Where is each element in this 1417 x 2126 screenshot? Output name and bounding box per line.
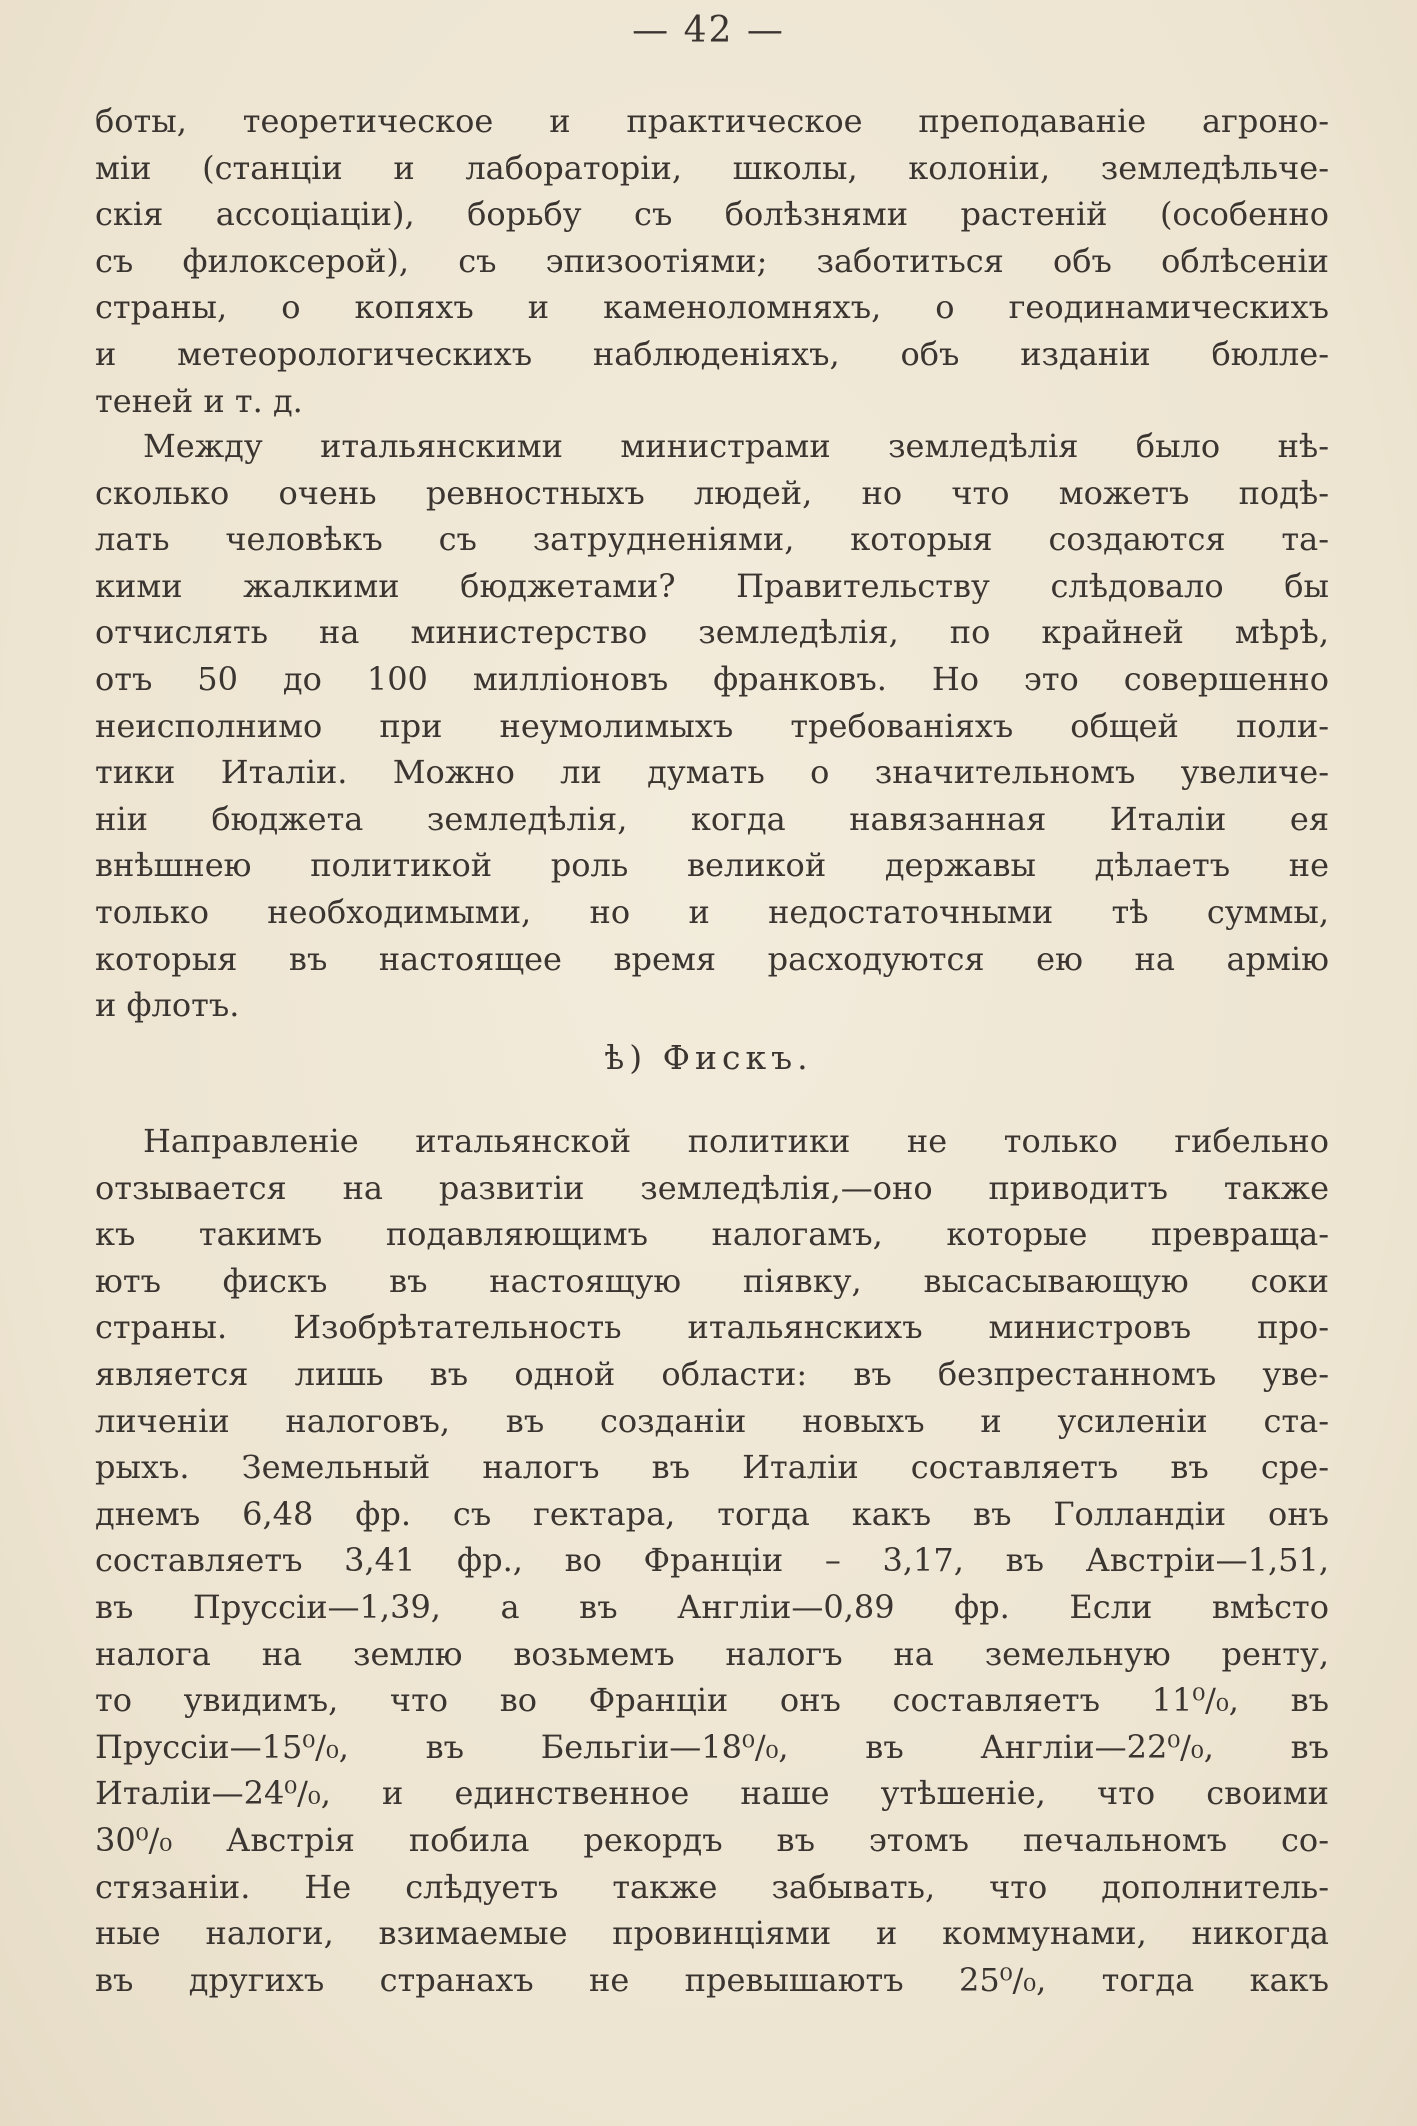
text-line: въ другихъ странахъ не превышаютъ 25⁰/₀, тогда какъ <box>95 1960 1329 1999</box>
text-line: налога на землю возьмемъ налогъ на земельную ренту, <box>95 1634 1329 1673</box>
text-line: и флотъ. <box>95 986 240 1025</box>
text-line: то увидимъ, что во Франціи онъ составляетъ 11⁰/₀, въ <box>95 1681 1329 1720</box>
text-line: лать человѣкъ съ затрудненіями, которыя создаются та- <box>95 520 1329 559</box>
text-line: неисполнимо при неумолимыхъ требованіяхъ общей поли- <box>95 706 1329 745</box>
text-line: боты, теоретическое и практическое преподаваніе агроно- <box>95 102 1329 140</box>
paragraph-1 <box>95 98 1329 424</box>
text-line: 30⁰/₀ Австрія побила рекордъ въ этомъ печальномъ со- <box>95 1820 1329 1859</box>
text-line: отзывается на развитіи земледѣлія,—оно приводитъ также <box>95 1168 1329 1207</box>
section-heading: ѣ) Фискъ. <box>604 1038 813 1077</box>
page-number: — 42 — <box>632 10 785 51</box>
text-line: только необходимыми, но и недостаточными тѣ суммы, <box>95 892 1329 931</box>
text-line: составляетъ 3,41 фр., во Франціи – 3,17, въ Австріи—1,51, <box>95 1541 1329 1580</box>
text-line: сколько очень ревностныхъ людей, но что можетъ подѣ- <box>95 473 1329 512</box>
text-line: тики Италіи. Можно ли думать о значительномъ увеличе- <box>95 753 1329 792</box>
paragraph-2 <box>95 423 1329 1029</box>
text-line: страны. Изобрѣтательность итальянскихъ министровъ про- <box>95 1308 1329 1347</box>
text-line: является лишь въ одной области: въ безпрестанномъ уве- <box>95 1354 1329 1393</box>
text-line: внѣшнею политикой роль великой державы дѣлаетъ не <box>95 846 1329 885</box>
text-line: днемъ 6,48 фр. съ гектара, тогда какъ въ Голландіи онъ <box>95 1494 1329 1533</box>
text-line: міи (станціи и лабораторіи, школы, колоніи, земледѣльче- <box>95 148 1329 187</box>
text-line: скія ассоціаціи), борьбу съ болѣзнями растеній (особенно <box>95 195 1329 234</box>
text-line: отчислять на министерство земледѣлія, по крайней мѣрѣ, <box>95 613 1329 652</box>
text-line: въ Пруссіи—1,39, а въ Англіи—0,89 фр. Если вмѣсто <box>95 1587 1329 1626</box>
text-line: и метеорологическихъ наблюденіяхъ, объ изданіи бюлле- <box>95 334 1329 373</box>
text-line: Направленіе итальянской политики не только гибельно <box>143 1122 1329 1160</box>
text-line: которыя въ настоящее время расходуются ею на армію <box>95 939 1329 978</box>
text-line: кими жалкими бюджетами? Правительству слѣдовало бы <box>95 566 1329 605</box>
text-line: рыхъ. Земельный налогъ въ Италіи составляетъ въ сре- <box>95 1448 1329 1487</box>
paragraph-3 <box>95 1118 1329 2003</box>
text-line: ные налоги, взимаемые провинціями и коммунами, никогда <box>95 1914 1329 1953</box>
text-line: стязаніи. Не слѣдуетъ также забывать, что дополнитель- <box>95 1867 1329 1906</box>
text-line: ютъ фискъ въ настоящую піявку, высасывающую соки <box>95 1261 1329 1300</box>
text-line: къ такимъ подавляющимъ налогамъ, которые превраща- <box>95 1215 1329 1254</box>
text-line: ніи бюджета земледѣлія, когда навязанная Италіи ея <box>95 799 1329 838</box>
text-line: личеніи налоговъ, въ созданіи новыхъ и усиленіи ста- <box>95 1401 1329 1440</box>
text-line: Италіи—24⁰/₀, и единственное наше утѣшеніе, что своими <box>95 1774 1329 1813</box>
text-line: съ филоксерой), съ эпизоотіями; заботиться объ облѣсеніи <box>95 241 1329 280</box>
text-line: страны, о копяхъ и каменоломняхъ, о геодинамическихъ <box>95 288 1329 327</box>
text-line: Между итальянскими министрами земледѣлія было нѣ- <box>143 427 1329 465</box>
text-line: Пруссіи—15⁰/₀, въ Бельгіи—18⁰/₀, въ Англіи—22⁰/₀, въ <box>95 1727 1329 1766</box>
text-line: теней и т. д. <box>95 381 303 420</box>
text-line: отъ 50 до 100 милліоновъ франковъ. Но это совершенно <box>95 659 1329 698</box>
